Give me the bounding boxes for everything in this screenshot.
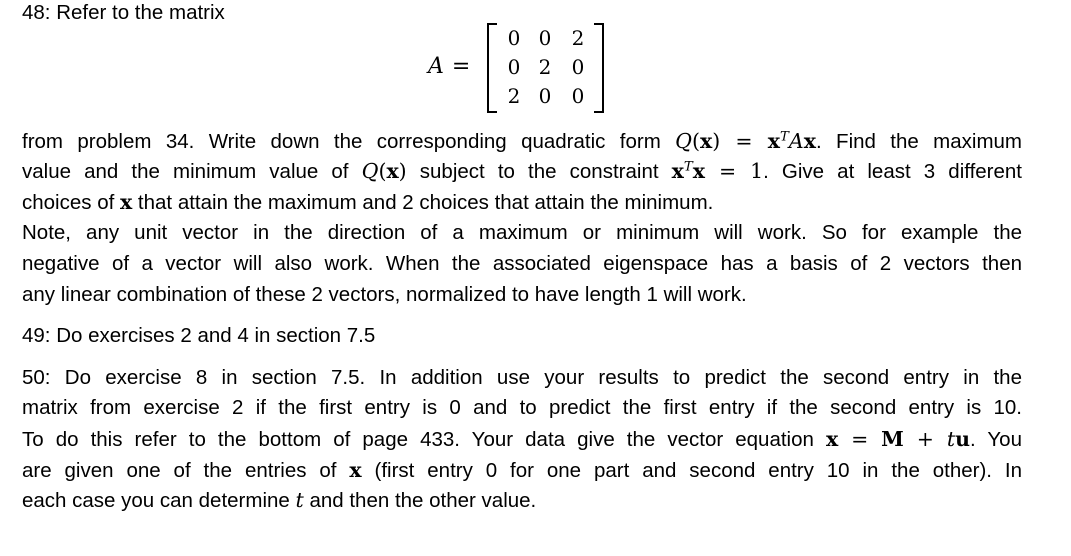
matrix-cell: 2 — [571, 26, 585, 50]
problem-50-line-3: To do this refer to the bottom of page 433. Your data give the vector equation x = M + tu. You — [22, 427, 1022, 451]
matrix-right-bracket — [594, 23, 604, 113]
matrix-left-bracket — [487, 23, 497, 113]
matrix-cell: 0 — [538, 84, 552, 108]
problem-48-line-1: from problem 34. Write down the corresponding quadratic form $Q(x) = x^TAx$. Find the maximum — [22, 129, 1023, 153]
problem-50-line-2: matrix from exercise 2 if the first entry is 0 and to predict the first entry if the second entry is 10. — [22, 396, 1022, 419]
problem-48-heading: 48: Refer to the matrix — [22, 1, 225, 24]
matrix-cell: 0 — [507, 26, 521, 50]
matrix-cell: 2 — [507, 84, 521, 108]
problem-50-line-4: are given one of the entries of x (first entry 0 for one part and second entry 10 in the other). In — [22, 458, 1022, 482]
matrix-cell: 0 — [571, 55, 585, 79]
matrix-cell: 0 — [507, 55, 521, 79]
problem-48-note-3: any linear combination of these 2 vectors, normalized to have length 1 will work. — [22, 283, 747, 306]
problem-48-line-3: choices of x that attain the maximum and 2 choices that attain the minimum. — [22, 190, 714, 214]
problem-48-line-2: value and the minimum value of Q(x) subject to the constraint $x^Tx = 1$. Give at least 3 different — [22, 159, 1023, 183]
problem-48-note-2: negative of a vector will also work. When the associated eigenspace has a basis of 2 vectors then — [22, 252, 1022, 275]
problem-49: 49: Do exercises 2 and 4 in section 7.5 — [22, 324, 376, 347]
matrix-cell: 0 — [538, 26, 552, 50]
matrix-name: A — [428, 54, 444, 79]
matrix-label — [428, 55, 470, 78]
matrix-cell: 2 — [538, 55, 552, 79]
problem-50-line-1: 50: Do exercise 8 in section 7.5. In addition use your results to predict the second entry in the — [22, 366, 1022, 389]
problem-50-line-5: each case you can determine t and then the other value. — [22, 488, 537, 512]
problem-48-note-1: Note, any unit vector in the direction of a maximum or minimum will work. So for example the — [22, 221, 1022, 244]
matrix-equals: = — [451, 54, 471, 79]
matrix-cell: 0 — [571, 84, 585, 108]
